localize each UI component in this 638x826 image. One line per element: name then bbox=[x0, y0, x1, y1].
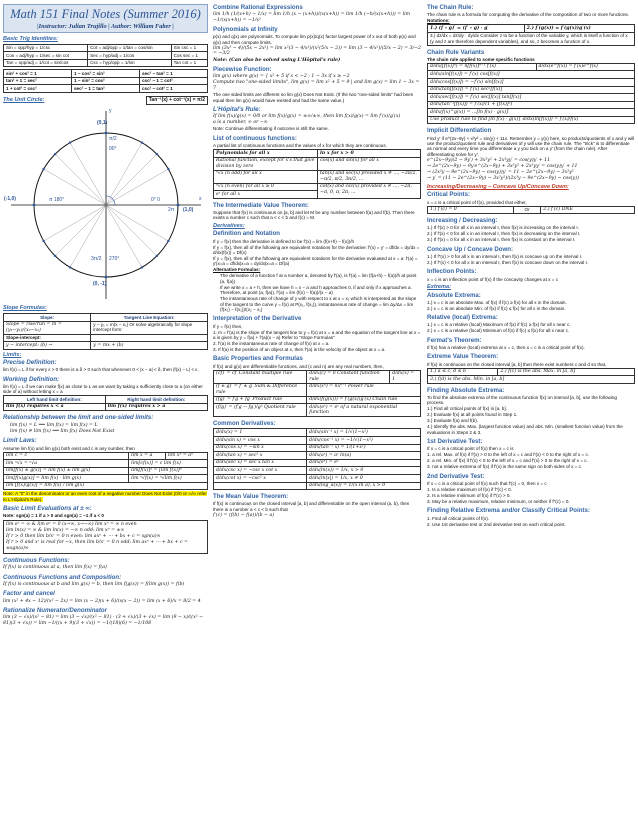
table-cell: lim[cf(x)] = c lim f(x) bbox=[129, 460, 208, 468]
label-x-axis: x bbox=[199, 196, 202, 203]
evt-text: If f(x) is continuous on the closed interval [a, b] then there exist numbers c and d so that, bbox=[427, 361, 607, 367]
trig-identity-table bbox=[3, 44, 208, 67]
list-item: • lim f(x) = L ⟹ lim f(x) = lim f(x) = L bbox=[10, 423, 208, 429]
table-cell: d/dx(eˣ) = eˣ bbox=[306, 459, 420, 467]
label-right: (1,0) bbox=[183, 207, 194, 214]
precise-def-label: Precise Definition: bbox=[3, 359, 57, 367]
table-row bbox=[4, 482, 208, 490]
chain-variants-heading: Chain Rule Variants bbox=[427, 48, 485, 56]
table-row bbox=[214, 396, 421, 404]
table-row bbox=[428, 25, 635, 33]
table-cell: d/dx(c) = 0 Constant function rule bbox=[307, 370, 390, 383]
label-left: (-1,0) bbox=[4, 196, 16, 203]
table-cell: tan(x) and sec(x) provided x ≠ ..., −3π/2, −π/2, π/2, 3π/2, ... bbox=[318, 170, 421, 183]
table-row bbox=[4, 342, 208, 350]
table-cell bbox=[91, 334, 208, 341]
label-pi-over-2: π/2 bbox=[109, 136, 117, 143]
concave-heading: Concave Up / Concave Down: bbox=[427, 245, 514, 253]
first-test-heading: 1st Derivative Test: bbox=[427, 438, 483, 446]
table-cell: Tan = opp/adj = 1/cot = sin/cos bbox=[4, 59, 88, 66]
table-row bbox=[4, 467, 208, 475]
limit-laws-intro: Assume lim f(x) and lim g(x) both exist and c is any number, then bbox=[3, 445, 135, 451]
table-cell: Left hand limit definition: bbox=[4, 396, 106, 403]
relative-heading: Relative (local) Extrema: bbox=[427, 314, 498, 322]
table-cell: lim[f(x)]ⁿ = [lim f(x)]ⁿ bbox=[129, 467, 208, 475]
table-cell: d/dx(e^f(x)) = f′(x)e^f(x) bbox=[536, 63, 634, 71]
interpretation-item: 3. If f(a) is the position of an object at x, then f′(a) is the velocity of the object at x = a. bbox=[213, 347, 386, 352]
unit-circle-svg bbox=[3, 107, 208, 303]
poly-heading: Polynomials at Infinity bbox=[213, 26, 278, 34]
table-cell: sec² − tan² = 1 bbox=[140, 70, 208, 77]
label-90deg: 90° bbox=[109, 146, 117, 153]
basic-properties-heading: Basic Properties and Formulas bbox=[213, 355, 303, 363]
table-row bbox=[428, 206, 635, 214]
list-item: • lim f(x) ≠ lim f(x) ⟹ lim f(x) Does Not Exist bbox=[10, 429, 208, 435]
incdec-item: 1.) If f′(x) > 0 for all x in an interval I, then f(x) is increasing on the interval I. bbox=[427, 225, 579, 231]
table-cell: d/dx(sin⁻¹ x) = 1/√(1−x²) bbox=[306, 429, 420, 437]
column-1 bbox=[3, 4, 208, 824]
table-cell: cos(x) and sin(x) for all x bbox=[318, 157, 421, 170]
table-row bbox=[4, 44, 208, 51]
label-bottom: (0, -1) bbox=[93, 281, 107, 288]
chain-rule-heading: The Chain Rule: bbox=[427, 4, 474, 11]
inflection-text: x = c is an inflection point of f(x) if the concavity changes at x = c bbox=[427, 276, 558, 282]
table-row bbox=[4, 475, 208, 483]
piecewise-heading: Piecewise Function: bbox=[213, 66, 272, 74]
find-abs-item: 2.) Evaluate f(x) at all points found in Step 1. bbox=[427, 412, 518, 418]
inverse-tan-identity: Tan⁻¹(x) + cot⁻¹(x) = π/2 bbox=[146, 96, 208, 106]
fermat-heading: Fermat's Theorem: bbox=[427, 336, 482, 344]
table-row bbox=[214, 429, 421, 437]
basic-properties-intro: If f(x) and g(x) are differentiable functions, and (c and n) are any real numbers, then, bbox=[213, 363, 384, 369]
table-cell: (fg)′ = f′g + fg′ Product rule bbox=[214, 396, 307, 404]
table-cell: Tan cot = 1 bbox=[171, 59, 207, 66]
table-row bbox=[428, 94, 635, 102]
absolute-item: 1.) x = c is an absolute Max. of f(x) if f(c) ≥ f(x) for all x in the domain. bbox=[427, 299, 567, 305]
table-cell: d/dx(tan⁻¹[f(x)]) = f′(x)/(1 + [f(x)]²) bbox=[428, 101, 635, 109]
table-row bbox=[428, 101, 635, 109]
infinity-row: lim eˣ = ∞ & lim eˣ = 0 (x→∞, x→−∞) lim xⁿ = ∞ n even bbox=[6, 521, 137, 527]
table-cell: d/dx(sin x) = cos x bbox=[214, 436, 307, 444]
table-row bbox=[4, 314, 208, 321]
table-cell: d/dx(sec x) = sec x tan x bbox=[214, 459, 307, 467]
table-cell: Cos sec = 1 bbox=[171, 52, 207, 59]
limit-note-text: Note: A "0" in the denominator or an even root of a negative number Does Not Exist (0/0 or ∞/∞ refer to L'Hôpital's Rule). bbox=[3, 491, 207, 502]
slope-heading: Slope Formulas: bbox=[3, 305, 47, 312]
mvt-heading: The Mean Value Theorem: bbox=[213, 493, 289, 501]
table-row bbox=[4, 396, 208, 403]
table-row bbox=[4, 70, 208, 77]
table-cell: d/dx(aˣ) = aˣ ln(a) bbox=[306, 452, 420, 460]
one-sided-table bbox=[3, 395, 208, 411]
evt-heading: Extreme Value Theorem: bbox=[427, 353, 499, 361]
concave-item: 1.) If f″(x) > 0 for all x in an interval I, then f(x) is concave up on the interval I. bbox=[427, 254, 583, 259]
relative-item: 2.) x = c is a relative (local) Minimum of f(x) if f(c) ≤ f(x) for all x near c. bbox=[427, 328, 570, 334]
table-cell: d/dx(tan⁻¹ x) = 1/(1+x²) bbox=[306, 444, 420, 452]
table-row bbox=[214, 383, 421, 396]
interpretation-item: 1. m = f′(a) is the slope of the tangent line to y = f(x) at x = a and the equation of the tangent line at x = a is given by y = f(a) + f′(a)(x − a) Refer to "Slope Formulas" bbox=[213, 329, 421, 340]
table-cell: Polynomials for all x bbox=[214, 150, 318, 158]
limit-note bbox=[3, 491, 208, 502]
table-row bbox=[4, 460, 208, 468]
table-cell: d/dx(xⁿ) = nxⁿ⁻¹ Power rule bbox=[307, 383, 421, 396]
table-cell: lim xⁿ = aⁿ bbox=[165, 452, 207, 460]
table-cell: lim ⁿ√f(x) = ⁿ√lim f(x) bbox=[129, 475, 208, 483]
label-0deg: 0° 0 bbox=[151, 197, 160, 204]
table-cell: d/dx(cos x) = −sin x bbox=[214, 444, 307, 452]
relationship-list bbox=[3, 423, 208, 435]
table-cell: d/dx(eˣ) = eˣ of a natural exponential function bbox=[307, 404, 421, 417]
mvt-text: If f(x) is continuous on the closed interval [a, b] and differentiable on the open interval (a, b), then there is a number a < c < b such that bbox=[213, 501, 410, 512]
find-rel-item: 2. Use 1st derivative test or 2nd derivative test on each critical point. bbox=[427, 521, 566, 527]
implicit-heading: Implicit Differentiation bbox=[427, 127, 492, 135]
table-cell: Csc = hyp/opp = 1/sin bbox=[88, 59, 171, 66]
table-row bbox=[214, 183, 421, 191]
infinity-row: If r > 0 then lim b/xʳ = 0 n even: lim axⁿ + ⋯ + bx + c = sgn(a)∞ bbox=[6, 534, 161, 540]
table-cell: 2.) f′(c) DNE bbox=[541, 206, 635, 214]
table-row bbox=[214, 452, 421, 460]
table-row bbox=[214, 370, 421, 383]
rationalize-text: lim (3 − √x)/(x² − 81) = lim (3 − √x)/(x² − 81) · (3 + √x)/(3 + √x) = lim (9 − x)/((x² − 81)(3 + √x)) = lim −1/((x + 9)(3 + √x)) = −1/(18)(6) = −1/108 bbox=[3, 615, 204, 626]
table-cell: lim f(x) requires x > a bbox=[105, 403, 207, 411]
piecewise-text-3: The one sided limits are different so lim g(x) Does Not Exist. (If the two "one-sided limits" had been equal then lim g(x) would have existed and had the same value.) bbox=[213, 92, 414, 103]
second-test-item: 3. May be a relative maximum, relative minimum, or neither if f″(c) = 0. bbox=[427, 498, 570, 504]
infinity-heading: Basic Limit Evaluations at ± ∞: bbox=[3, 505, 92, 513]
label-y-axis: y bbox=[109, 108, 112, 115]
pythagorean-table bbox=[3, 69, 208, 92]
label-270deg: 270° bbox=[109, 256, 120, 263]
table-cell: d/dx(sin[f(x)]) = f′(x) cos[f(x)] bbox=[428, 71, 635, 79]
limit-laws-heading: Limit Laws: bbox=[3, 437, 37, 445]
table-row bbox=[214, 170, 421, 183]
table-cell: csc² − 1 = cot² bbox=[140, 77, 208, 84]
table-cell: Sin = opp/hyp = 1/csc bbox=[4, 44, 88, 51]
chain-rule-text: The chain rule is a formula for computing the derivative of the composition of two or more functions. bbox=[427, 12, 629, 18]
first-test-item: 2. a rel. Min. of f(x) if f′(x) < 0 to the left of x = c and f′(x) > 0 to the right of x = c. bbox=[427, 458, 588, 464]
table-cell: eˣ for all x bbox=[214, 191, 318, 199]
definition-text-3: If y = f(x), then all of the following are equivalent notations for the derivative evaluated at x = a: f′(a) = y′|x=a = df/dx|x=a = dy/dx|x=a = Df(a) bbox=[213, 255, 418, 267]
relative-item: 1.) x = c is a relative (local) Maximum of f(x) if f(c) ≥ f(x) for all x near c. bbox=[427, 322, 571, 328]
combine-heading: Combine Rational Expressions bbox=[213, 4, 303, 11]
factor-heading: Factor and cancel bbox=[3, 590, 55, 598]
label-2pi: 2π bbox=[168, 207, 175, 214]
concave-item: 2.) If f″(x) < 0 for all x in an interval I, then f(x) is concave down on the interval I. bbox=[427, 260, 589, 265]
fermat-text: If f(x) has a relative (local) extrema at x = c, then x = c is a critical point of f(x). bbox=[427, 344, 585, 350]
table-cell: Cot = adj/opp = 1/tan = cos/sin bbox=[88, 44, 171, 51]
infinity-box bbox=[3, 520, 208, 554]
absolute-heading: Absolute Extrema: bbox=[427, 291, 481, 299]
implicit-text: Find y′ if e^(2x−9y) + x³y² = sin(y) + 11x. Remember y = y(x) here, so products/quotients of x and y will use the product/quotient rule and derivatives of y will use the chain rule. The "trick" is to differentiate as normal and every time you differentiate a y you tack on a y′ (from the chain rule). After differentiating solve for y′. bbox=[427, 135, 635, 157]
implicit-work: e^(2x−9y)(2 − 9y′) + 3x²y² + 2x³yy′ = cos(y)y′ + 11 bbox=[427, 157, 551, 163]
table-cell: lim ⁿ√x = ⁿ√a bbox=[4, 460, 129, 468]
poly-example: lim (3x² − 4)/(5x − 2x²) = lim x²(3 − 4/x²)/(x²(5/x − 2)) = lim (3 − 4/x²)/(5/x − 2) = 3/−2 = −3/2 bbox=[213, 45, 421, 57]
table-row bbox=[4, 59, 208, 66]
table-cell: lim c = c bbox=[4, 452, 129, 460]
table-cell: d/dx(csc x) = −csc x cot x bbox=[214, 467, 307, 475]
table-row bbox=[4, 334, 208, 341]
first-test-item: 1. a rel. Max. of f(x) if f′(x) > 0 to the left of x = c and f′(x) < 0 to the right of x = c. bbox=[427, 452, 590, 458]
ivt-heading: The Intermediate Value Theorem: bbox=[213, 201, 309, 209]
table-cell: Use product rule to find [ln f(x) · g(x)]′ d/dx(ln[f(x)]) = f′(x)/f(x) bbox=[428, 116, 635, 124]
table-cell: 1 − sin² = cos² bbox=[72, 77, 140, 84]
table-cell: d/dx(cos[f(x)]) = −f′(x) sin[f(x)] bbox=[428, 78, 635, 86]
table-cell: 2.) f′(g(x)) = f′(g(x))g′(x) bbox=[524, 25, 634, 33]
table-cell: 3.) f(d) is the abs. Min. in [a, b] bbox=[428, 376, 635, 384]
definition-heading: Definition and Notation bbox=[213, 230, 281, 238]
table-cell: d/dx(ln(x)) = 1/x, x > 0 bbox=[306, 467, 420, 475]
column-3 bbox=[427, 4, 635, 824]
continuous-list-table bbox=[213, 149, 421, 199]
incdec-item: 2.) If f′(x) < 0 for all x in an interval I, then f(x) is decreasing on the interval I. bbox=[427, 231, 581, 237]
chain-variants-table bbox=[427, 63, 635, 125]
composition-text: If f(x) is continuous at b and lim g(x) = b, then lim f(g(x)) = f(lim g(x)) = f(b) bbox=[3, 581, 185, 587]
table-cell: cot(x) and csc(x) provided x ≠ ..., −2π, −π, 0, π, 2π, ... bbox=[318, 183, 421, 198]
continuous-heading: Continuous Functions: bbox=[3, 556, 70, 564]
table-cell: sec² − 1 = tan² bbox=[72, 85, 140, 92]
working-def-text: lim f(x) = L if we can make f(x) as close to L as we want by taking x sufficiently close to a (on either side of a) without letting x = a bbox=[3, 383, 203, 395]
table-row bbox=[428, 368, 635, 376]
list-item: • The derivative of a function f at a number a, denoted by f′(a), is f′(a) = lim (f(a+h) − f(a))/h at point (a, f(a)) bbox=[220, 273, 421, 284]
table-cell: d/dx([f(x)]ⁿ) = n[f(x)]ⁿ⁻¹ f′(x) bbox=[428, 63, 537, 71]
table-cell: lim[f(x)g(x)] = lim f(x) · lim g(x) bbox=[4, 475, 129, 483]
table-cell: 1.) a ≤ c, d ≤ b bbox=[428, 368, 498, 376]
table-cell: Slope = rise/run = m = (y₂−y₁)/(x₂−x₁) bbox=[4, 321, 91, 334]
table-row bbox=[428, 376, 635, 384]
continuous-list-intro: A partial list of continuous functions and the values of x for which they are continuous. bbox=[213, 143, 387, 148]
table-cell: d/dx(x) = 1 bbox=[214, 429, 307, 437]
table-cell: tan² + 1 = sec² bbox=[4, 77, 72, 84]
table-cell: d/dx(f(g(x))) = f′(g(x))g′(x) Chain rule bbox=[307, 396, 421, 404]
first-test-intro: If x = c is a critical point of f(x) then x = c is bbox=[427, 446, 514, 452]
common-derivatives-heading: Common Derivatives: bbox=[213, 420, 276, 428]
table-cell: 1.) f′(c) = 0 bbox=[428, 206, 514, 214]
notations-label: Notations: bbox=[427, 18, 450, 24]
label-180deg: π 180° bbox=[49, 197, 65, 204]
table-cell: d/dx(tan x) = sec² x bbox=[214, 452, 307, 460]
label-top: (0,1) bbox=[97, 120, 108, 127]
table-row bbox=[4, 52, 208, 59]
table-cell: Slope-intercept: bbox=[4, 334, 91, 341]
implicit-work: → y′ = (11 − 2e^(2x−9y) − 3x²y²)/(2x³y − 9e^(2x−9y) − cos(y)) bbox=[427, 176, 579, 182]
interpretation-item: 2. f′(a) is the instantaneous rate of change of f(x) at x = a. bbox=[213, 341, 330, 346]
notation-table bbox=[427, 24, 635, 45]
table-cell: sin² + cos² = 1 bbox=[4, 70, 72, 77]
table-row bbox=[428, 109, 635, 117]
table-row bbox=[214, 474, 421, 482]
table-row bbox=[4, 452, 208, 460]
continuous-list-heading: List of continuous functions: bbox=[213, 134, 297, 142]
table-row bbox=[4, 77, 208, 84]
table-cell: d/dx(cos⁻¹ x) = −1/√(1−x²) bbox=[306, 436, 420, 444]
table-cell: (cf)′ = cf′ Constant multiple rule bbox=[214, 370, 307, 383]
lhopital-note: Note: Continue differentiating if outcome is still the same. bbox=[213, 126, 329, 132]
table-cell: d/dx(x) = 1 bbox=[390, 370, 421, 383]
evt-table bbox=[427, 368, 635, 384]
table-row bbox=[214, 150, 421, 158]
lhopital-heading: L'Hôpital's Rule: bbox=[213, 105, 261, 113]
composition-heading: Continuous Functions and Composition: bbox=[3, 573, 122, 581]
table-cell: Right hand limit definition: bbox=[105, 396, 207, 403]
title-box bbox=[3, 4, 208, 33]
incdec-item: 3.) If f′(x) = 0 for all x in an interval I, then f(x) is constant on the interval I. bbox=[427, 237, 576, 243]
unit-circle-header bbox=[3, 95, 208, 107]
definition-text-1: If y = f(x) then the derivative is defined to be f′(x) = lim (f(x+h) − f(x))/h bbox=[213, 238, 355, 244]
table-cell: 1.) (f ∘ g)′ = (f′ ∘ g) · g′ bbox=[428, 25, 525, 33]
first-test-item: 3. not a relative extrema of f(x) if f′(x) is the same sign on both sides of x = c. bbox=[427, 464, 583, 470]
limits-heading: Limits: bbox=[3, 351, 22, 358]
relationship-heading: Relationship between the limit and one-sided limits: bbox=[3, 414, 154, 422]
list-item: • The instantaneous rate of change of y with respect to x at x = x₁ which is interpreted as the slope of the tangent to the curve y = f(x) at P(x₁, f(x₁)), instantaneous rate of change = lim Δy/Δx = lim (f(x₂) − f(x₁))/(x₂ − x₁) bbox=[220, 296, 421, 312]
infinity-row: If r > 0 and xʳ is real for −x, then lim b/xʳ = 0 n odd: lim axⁿ + ⋯ + bx + c = ±sgn(a)∞ bbox=[6, 540, 188, 551]
table-cell: Or bbox=[513, 206, 540, 214]
piecewise-text-2: Compute two "one-sided limits", lim g(x) = lim x² + 5 = 9 | and lim g(x) = lim 1 − 3x = 7 bbox=[213, 80, 420, 91]
factor-text: lim (x² + 4x − 12)/(x² − 2x) = lim (x − 2)(x + 6)/(x(x − 2)) = lim (x + 6)/x = 8/2 = 4 bbox=[3, 598, 201, 604]
table-cell: y − y₁ = m(x − x₁) Or solve algebraically for slope intercept form: bbox=[91, 321, 208, 334]
table-cell: Slope: bbox=[4, 314, 91, 321]
find-rel-heading: Finding Relative Extrema and/or Classify Critical Points: bbox=[427, 507, 590, 515]
table-row bbox=[4, 321, 208, 334]
common-derivatives-table bbox=[213, 428, 421, 490]
table-cell: 2.) f(c) is the abs. Max. in [a, b] bbox=[498, 368, 635, 376]
table-cell: Rational function, except for x's that give division by zero bbox=[214, 157, 318, 170]
table-cell: ⁿ√x (n even) for all x ≥ 0 bbox=[214, 183, 318, 191]
derivatives-heading: Derivatives: bbox=[213, 222, 245, 229]
lhopital-text: If lim f(x)/g(x) = 0/0 or lim f(x)/g(x) = ±∞/±∞, then lim f(x)/g(x) = lim f′(x)/g′(x) bbox=[213, 114, 401, 120]
lhopital-text-2: a is a number, ∞ or −∞ bbox=[213, 120, 268, 126]
table-row bbox=[214, 436, 421, 444]
table-cell: lim x = a bbox=[129, 452, 166, 460]
critical-heading: Critical Points: bbox=[427, 191, 471, 199]
table-cell: 1 − cos² = sin² bbox=[72, 70, 140, 77]
table-cell: (f ± g)′ = f′ ± g′ Sum & Difference rule bbox=[214, 383, 307, 396]
table-row bbox=[214, 482, 421, 490]
table-cell: Sin csc = 1 bbox=[171, 44, 207, 51]
label-3pi-over-2: 3π/2 bbox=[91, 256, 102, 263]
absolute-item: 2.) x = c is an absolute Min. of f(x) if f(c) ≤ f(x) for all x in the domain. bbox=[427, 305, 566, 311]
table-row bbox=[4, 403, 208, 411]
precise-def-text: lim f(x) = L if for every ε > 0 there is a δ > 0 such that whenever 0 < |x − a| < δ, then |f(x) − L| < ε. bbox=[3, 367, 199, 373]
limit-laws-table bbox=[3, 452, 208, 491]
unit-circle-heading: The Unit Circle: bbox=[3, 97, 45, 104]
piecewise-text: lim g(x) where g(x) = { x² + 5 if x < −2 ; 1 − 3x if x ≥ −2 bbox=[213, 74, 350, 80]
table-cell: d/dx(f(x)^g(x)) = ...[ln f(x) · g(x)]′ bbox=[428, 109, 635, 117]
table-row bbox=[428, 78, 635, 86]
critical-table bbox=[427, 206, 635, 215]
find-abs-item: 3.) Evaluate f(a) and f(b). bbox=[427, 418, 479, 424]
poly-note: Note: (Can also be solved using L'Hôpital's rule) bbox=[213, 57, 341, 63]
table-cell: Sec = hyp/adj = 1/cos bbox=[88, 52, 171, 59]
table-cell: lim [f(x)/g(x)] = lim f(x) / lim g(x) bbox=[4, 482, 208, 490]
critical-text: x = c is a critical point of f(x), provided that either, bbox=[427, 199, 527, 205]
table-row bbox=[428, 116, 635, 124]
second-test-heading: 2nd Derivative Test: bbox=[427, 472, 485, 480]
basic-properties-table bbox=[213, 370, 421, 418]
mvt-formula: f′(c) = (f(b) − f(a))/(b − a) bbox=[213, 512, 275, 518]
table-row bbox=[428, 63, 635, 71]
table-row bbox=[428, 86, 635, 94]
extrema-heading: Extrema: bbox=[427, 284, 451, 290]
table-cell: d/dx(log_a(x)) = 1/(x ln a), x > 0 bbox=[306, 482, 420, 490]
rationalize-heading: Rationalize Numerator/Denominator bbox=[3, 607, 107, 615]
table-row bbox=[214, 404, 421, 417]
table-cell: 3.) dz/dx = dz/dy · dy/dx Consider z to be a function of the variable y, which is itself a function of x (y and z are therefore dependent variables), and so, z becomes a function of x. bbox=[428, 32, 635, 45]
second-test-item: 1. Is a relative maximum of f(x) if f″(c) < 0. bbox=[427, 486, 512, 492]
interpretation-intro: If y = f(x) then, bbox=[213, 323, 243, 329]
alternative-heading: Alternative Formulas: bbox=[213, 267, 261, 273]
table-cell: Tangent Line Equation: bbox=[91, 314, 208, 321]
table-row bbox=[428, 32, 635, 45]
table-cell: 1 + cot² = csc² bbox=[4, 85, 72, 92]
table-row bbox=[214, 157, 421, 170]
table-cell bbox=[214, 482, 307, 490]
chain-variants-intro: The chain rule applied to some specific functions bbox=[427, 56, 535, 62]
table-cell: lim[f(x) ± g(x)] = lim f(x) ± lim g(x) bbox=[4, 467, 129, 475]
incdec-heading: Increasing / Decreasing: bbox=[427, 217, 498, 225]
table-cell: d/dx(sec[f(x)]) = f′(x) sec[f(x)] tan[f(x)] bbox=[428, 94, 635, 102]
second-test-intro: If x = c is a critical point of f(x) such that f′(c) = 0, then x = c bbox=[427, 480, 547, 486]
authors-line: |Instructor: Julian Trujillo | Author: William Faber | bbox=[37, 22, 174, 30]
interpretation-heading: Interpretation of the Derivative bbox=[213, 315, 302, 323]
table-row bbox=[214, 444, 421, 452]
incdec-section-heading: Increasing/Decreasing – Concave Up/Concave Down: bbox=[427, 183, 569, 190]
column-2 bbox=[213, 4, 421, 824]
table-cell: lim f(x) requires x < a bbox=[4, 403, 106, 411]
table-cell: d/dx(tan[f(x)]) = f′(x) sec²[f(x)] bbox=[428, 86, 635, 94]
table-row bbox=[4, 85, 208, 92]
table-cell: csc² − cot² = 1 bbox=[140, 85, 208, 92]
table-cell: ⁿ√x (n odd) for all x bbox=[214, 170, 318, 183]
table-cell: y − intercept: (b) → bbox=[4, 342, 91, 350]
table-cell: ln x for x > 0 bbox=[318, 150, 421, 158]
implicit-work: → (2x³y − 9e^(2x−9y) − cos(y))y′ = 11 − 2e^(2x−9y) − 3x²y² bbox=[427, 170, 574, 176]
alternative-list bbox=[213, 273, 421, 312]
slope-table bbox=[3, 313, 208, 350]
inflection-heading: Inflection Points: bbox=[427, 268, 477, 276]
list-item: • If we write x = a + h, then we have h = x − a and h approaches 0, if and only if x approaches a. Therefore, at point (a, f(a)), f′(a) = lim (f(x) − f(a))/(x − a) bbox=[220, 285, 421, 296]
page-title: Math 151 Final Notes (Summer 2016) bbox=[10, 7, 201, 21]
basic-trig-heading: Basic Trig Identities: bbox=[3, 36, 58, 43]
infinity-note: Note: sgn(a) = 1 if a > 0 and sgn(a) = −1 if a < 0 bbox=[3, 513, 104, 519]
table-row bbox=[214, 459, 421, 467]
table-row bbox=[428, 71, 635, 79]
table-cell: d/dx(cot x) = −csc² x bbox=[214, 474, 307, 482]
second-test-item: 2. Is a relative minimum of f(x) if f″(c) > 0. bbox=[427, 492, 511, 498]
infinity-row: lim ln(x) = ∞ & lim ln(x) = −∞ n odd: lim xⁿ = ±∞ bbox=[6, 528, 125, 534]
find-abs-intro: To find the absolute extrema of the continuous function f(x) on interval [a, b], use the following process. bbox=[427, 394, 617, 406]
find-rel-item: 1. Find all critical points of f(x). bbox=[427, 515, 490, 521]
implicit-work: → 2e^(2x−9y) − 9y′e^(2x−9y) + 3x²y² + 2x³yy′ = cos(y)y′ + 11 bbox=[427, 164, 578, 170]
table-cell: d/dx(ln|x|) = 1/x, x ≠ 0 bbox=[306, 474, 420, 482]
combine-text: lim 1/h (1/(x+h) − 1/x) = lim 1/h (x − (x+h))/(x(x+h)) = lim 1/h (−h/(x(x+h))) = lim −1/(x(x+h)) = −1/x² bbox=[213, 12, 411, 23]
continuous-text: If f(x) is continuous at a, then lim f(x) = f(a) bbox=[3, 565, 107, 571]
working-def-label: Working Definition: bbox=[3, 375, 60, 383]
poly-text: p(x) and q(x) are polynomials. To compute lim p(x)/q(x) factor largest power of x out of both p(x) and q(x) and then compute limits. bbox=[213, 34, 416, 45]
find-abs-item: 4.) Identify the abs. Max. (largest function value) and abs. Min. (smallest function value) from the evaluations in Steps 2 & 3. bbox=[427, 424, 623, 435]
unit-circle-diagram bbox=[3, 107, 208, 303]
table-cell: (f/g)′ = (f′g − fg′)/g² Quotient rule bbox=[214, 404, 307, 417]
ivt-text: Suppose that f(x) is continuous on [a, b] and let M be any number between f(a) and f(b). Then there exists a number c such that a < c < b and f(c) = M. bbox=[213, 209, 415, 221]
table-cell: y = mx + (b) bbox=[91, 342, 208, 350]
find-abs-heading: Finding Absolute Extrema: bbox=[427, 386, 505, 394]
table-cell: Cos = adj/hyp = 1/sec = sin cot bbox=[4, 52, 88, 59]
find-abs-item: 1.) Find all critical points of f(x) in [a, b]. bbox=[427, 406, 507, 412]
definition-text-2: If y = f(x), then all of the following are equivalent notations for the derivative: f′(x) = y′ = df/dx = dy/dx = d/dx(f(x)) = Df(x) bbox=[213, 244, 420, 255]
table-row bbox=[214, 467, 421, 475]
